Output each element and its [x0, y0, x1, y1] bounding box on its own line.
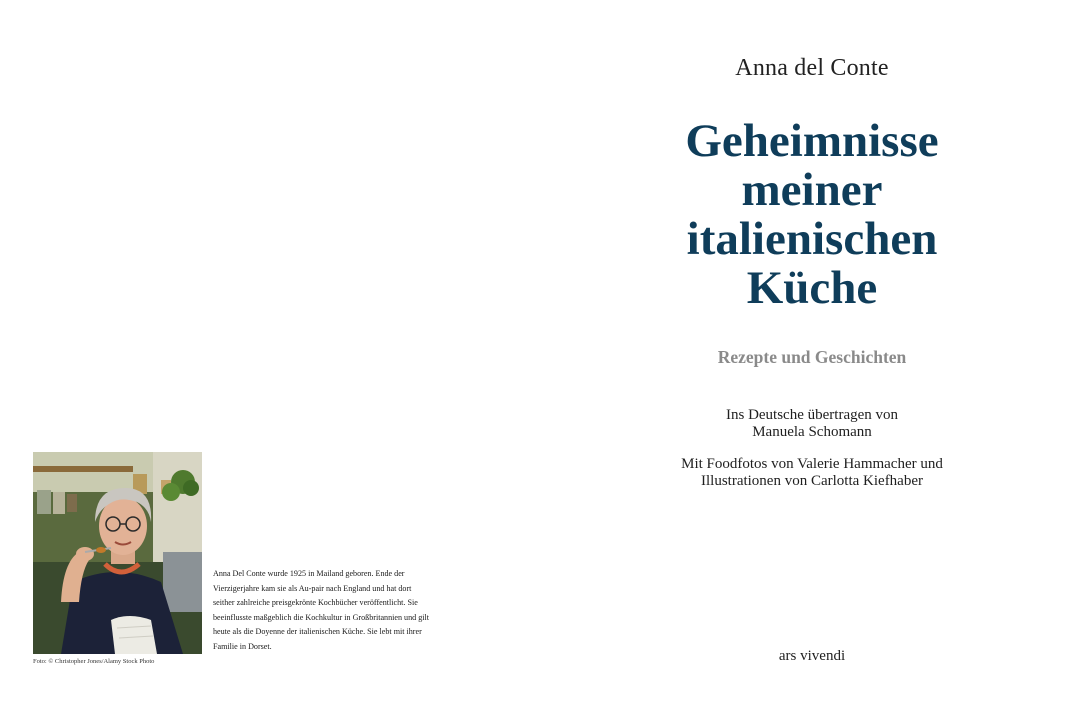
- author-name: Anna del Conte: [735, 55, 889, 81]
- photo-credit: Foto: © Christopher Jones/Alamy Stock Photo: [33, 658, 155, 665]
- author-bio: [213, 567, 475, 654]
- title-line: italienischen: [686, 213, 938, 265]
- right-page: [541, 0, 1083, 707]
- bio-line: seither zahlreiche preisgekrönte Kochbücher veröffentlicht. Sie: [213, 598, 418, 607]
- title-line: Küche: [746, 262, 878, 314]
- credits-line: Illustrationen von Carlotta Kiefhaber: [700, 473, 923, 489]
- translator-line: Ins Deutsche übertragen von: [725, 407, 899, 423]
- photo-illustration-credit: [541, 456, 1083, 490]
- credits-line: Mit Foodfotos von Valerie Hammacher und: [681, 456, 943, 472]
- title-line: Geheimnisse: [685, 115, 939, 167]
- publisher-name: ars vivendi: [778, 648, 846, 664]
- translator-line: Manuela Schomann: [752, 424, 872, 440]
- book-subtitle: Rezepte und Geschichten: [717, 347, 907, 367]
- bio-line: beeinflusste maßgeblich die Kochkultur in Großbritannien und gilt: [213, 612, 430, 622]
- author-photo: [33, 452, 202, 654]
- bio-line: heute als die Doyenne der italienischen Küche. Sie lebt mit ihrer: [213, 627, 422, 636]
- book-title: [541, 117, 1083, 313]
- bio-line: Anna Del Conte wurde 1925 in Mailand geboren. Ende der: [213, 569, 405, 578]
- translator-credit: [541, 407, 1083, 441]
- left-page: [0, 0, 541, 707]
- bio-line: Vierzigerjahre kam sie als Au-pair nach England und hat dort: [213, 583, 412, 593]
- bio-line: Familie in Dorset.: [213, 641, 272, 651]
- title-line: meiner: [741, 164, 883, 216]
